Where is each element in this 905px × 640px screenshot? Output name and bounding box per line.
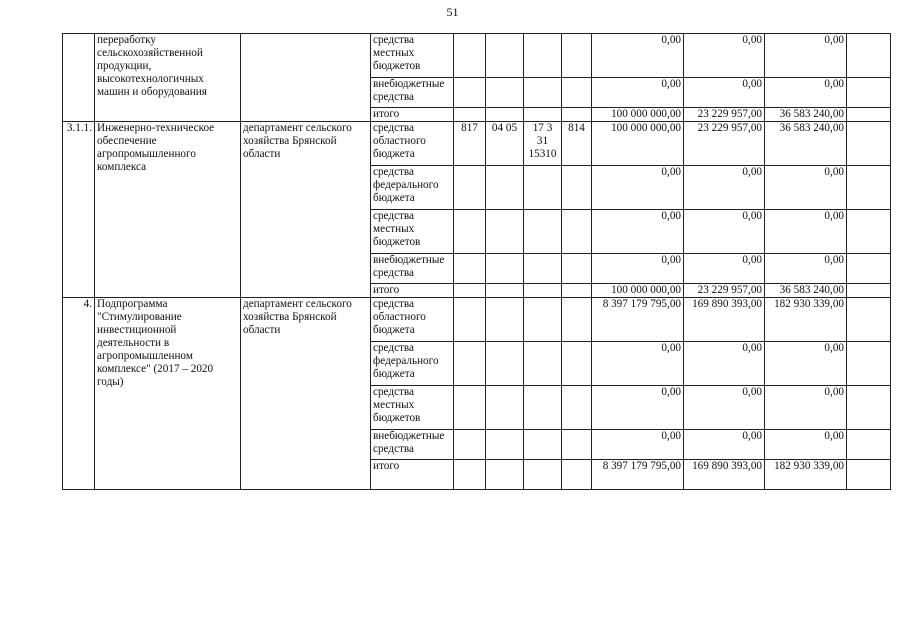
- amount-year-1: 8 397 179 795,00: [592, 460, 684, 490]
- amount-year-3: 0,00: [765, 430, 847, 460]
- vr-code: [562, 460, 592, 490]
- grbs-code: [454, 342, 486, 386]
- section-name: переработку сельскохозяйственной продукции, высокотехнологичных машин и оборудования: [95, 34, 241, 122]
- amount-year-1: 100 000 000,00: [592, 122, 684, 166]
- vr-code: [562, 34, 592, 78]
- rzpr-code: [486, 386, 524, 430]
- grbs-code: [454, 34, 486, 78]
- section-index: 4.: [63, 298, 95, 490]
- empty-cell: [847, 78, 891, 108]
- empty-cell: [847, 166, 891, 210]
- amount-year-1: 0,00: [592, 34, 684, 78]
- vr-code: [562, 298, 592, 342]
- funding-source: внебюджетные средства: [371, 430, 454, 460]
- amount-year-3: 0,00: [765, 166, 847, 210]
- funding-source: средства местных бюджетов: [371, 34, 454, 78]
- csr-code: 17 3 31 15310: [524, 122, 562, 166]
- amount-year-3: 182 930 339,00: [765, 298, 847, 342]
- amount-year-2: 23 229 957,00: [684, 108, 765, 122]
- amount-year-3: 36 583 240,00: [765, 108, 847, 122]
- rzpr-code: [486, 34, 524, 78]
- empty-cell: [847, 430, 891, 460]
- amount-year-1: 0,00: [592, 342, 684, 386]
- vr-code: [562, 108, 592, 122]
- vr-code: [562, 210, 592, 254]
- csr-code: [524, 430, 562, 460]
- funding-source: итого: [371, 108, 454, 122]
- table-row: [63, 298, 891, 342]
- csr-code: [524, 342, 562, 386]
- rzpr-code: [486, 460, 524, 490]
- empty-cell: [847, 34, 891, 78]
- csr-code: [524, 284, 562, 298]
- funding-source: средства областного бюджета: [371, 122, 454, 166]
- csr-code: [524, 78, 562, 108]
- empty-cell: [847, 298, 891, 342]
- csr-code: [524, 108, 562, 122]
- empty-cell: [847, 342, 891, 386]
- rzpr-code: [486, 284, 524, 298]
- vr-code: [562, 342, 592, 386]
- section-name: Инженерно-техническое обеспечение агропромышленного комплекса: [95, 122, 241, 298]
- csr-code: [524, 298, 562, 342]
- amount-year-3: 0,00: [765, 34, 847, 78]
- amount-year-1: 8 397 179 795,00: [592, 298, 684, 342]
- grbs-code: [454, 430, 486, 460]
- amount-year-1: 0,00: [592, 166, 684, 210]
- funding-source: итого: [371, 284, 454, 298]
- csr-code: [524, 386, 562, 430]
- grbs-code: [454, 166, 486, 210]
- vr-code: [562, 254, 592, 284]
- amount-year-3: 0,00: [765, 342, 847, 386]
- rzpr-code: [486, 298, 524, 342]
- funding-source: внебюджетные средства: [371, 254, 454, 284]
- funding-source: итого: [371, 460, 454, 490]
- amount-year-1: 100 000 000,00: [592, 284, 684, 298]
- section-department: департамент сельского хозяйства Брянской области: [241, 122, 371, 298]
- amount-year-2: 0,00: [684, 210, 765, 254]
- rzpr-code: 04 05: [486, 122, 524, 166]
- vr-code: [562, 284, 592, 298]
- grbs-code: 817: [454, 122, 486, 166]
- amount-year-1: 0,00: [592, 210, 684, 254]
- vr-code: [562, 78, 592, 108]
- funding-source: средства местных бюджетов: [371, 386, 454, 430]
- amount-year-2: 0,00: [684, 78, 765, 108]
- funding-source: средства федерального бюджета: [371, 342, 454, 386]
- empty-cell: [847, 386, 891, 430]
- amount-year-2: 0,00: [684, 166, 765, 210]
- amount-year-2: 0,00: [684, 34, 765, 78]
- amount-year-1: 0,00: [592, 254, 684, 284]
- amount-year-2: 0,00: [684, 254, 765, 284]
- empty-cell: [847, 108, 891, 122]
- csr-code: [524, 166, 562, 210]
- csr-code: [524, 34, 562, 78]
- vr-code: [562, 430, 592, 460]
- section-name: Подпрограмма "Стимулирование инвестиционной деятельности в агропромышленном комплексе" (2017 – 2020 годы): [95, 298, 241, 490]
- section-index: [63, 34, 95, 122]
- funding-source: средства местных бюджетов: [371, 210, 454, 254]
- budget-table: [62, 33, 891, 490]
- amount-year-3: 0,00: [765, 254, 847, 284]
- amount-year-3: 0,00: [765, 386, 847, 430]
- table-row: [63, 122, 891, 166]
- vr-code: [562, 386, 592, 430]
- csr-code: [524, 460, 562, 490]
- funding-source: внебюджетные средства: [371, 78, 454, 108]
- funding-source: средства областного бюджета: [371, 298, 454, 342]
- amount-year-1: 100 000 000,00: [592, 108, 684, 122]
- grbs-code: [454, 284, 486, 298]
- vr-code: 814: [562, 122, 592, 166]
- section-department: [241, 34, 371, 122]
- amount-year-3: 36 583 240,00: [765, 122, 847, 166]
- amount-year-2: 0,00: [684, 386, 765, 430]
- grbs-code: [454, 108, 486, 122]
- amount-year-3: 36 583 240,00: [765, 284, 847, 298]
- page-number: 51: [446, 5, 459, 19]
- csr-code: [524, 210, 562, 254]
- grbs-code: [454, 460, 486, 490]
- empty-cell: [847, 254, 891, 284]
- csr-code: [524, 254, 562, 284]
- amount-year-1: 0,00: [592, 386, 684, 430]
- empty-cell: [847, 122, 891, 166]
- funding-source: средства федерального бюджета: [371, 166, 454, 210]
- grbs-code: [454, 210, 486, 254]
- amount-year-1: 0,00: [592, 78, 684, 108]
- rzpr-code: [486, 342, 524, 386]
- amount-year-2: 169 890 393,00: [684, 298, 765, 342]
- amount-year-2: 23 229 957,00: [684, 122, 765, 166]
- amount-year-2: 23 229 957,00: [684, 284, 765, 298]
- section-index: 3.1.1.: [63, 122, 95, 298]
- amount-year-3: 0,00: [765, 78, 847, 108]
- empty-cell: [847, 284, 891, 298]
- rzpr-code: [486, 254, 524, 284]
- amount-year-3: 182 930 339,00: [765, 460, 847, 490]
- rzpr-code: [486, 430, 524, 460]
- rzpr-code: [486, 210, 524, 254]
- table-row: [63, 34, 891, 78]
- grbs-code: [454, 78, 486, 108]
- amount-year-3: 0,00: [765, 210, 847, 254]
- amount-year-1: 0,00: [592, 430, 684, 460]
- amount-year-2: 0,00: [684, 430, 765, 460]
- rzpr-code: [486, 108, 524, 122]
- vr-code: [562, 166, 592, 210]
- grbs-code: [454, 386, 486, 430]
- empty-cell: [847, 460, 891, 490]
- empty-cell: [847, 210, 891, 254]
- rzpr-code: [486, 166, 524, 210]
- grbs-code: [454, 254, 486, 284]
- amount-year-2: 169 890 393,00: [684, 460, 765, 490]
- section-department: департамент сельского хозяйства Брянской области: [241, 298, 371, 490]
- rzpr-code: [486, 78, 524, 108]
- grbs-code: [454, 298, 486, 342]
- amount-year-2: 0,00: [684, 342, 765, 386]
